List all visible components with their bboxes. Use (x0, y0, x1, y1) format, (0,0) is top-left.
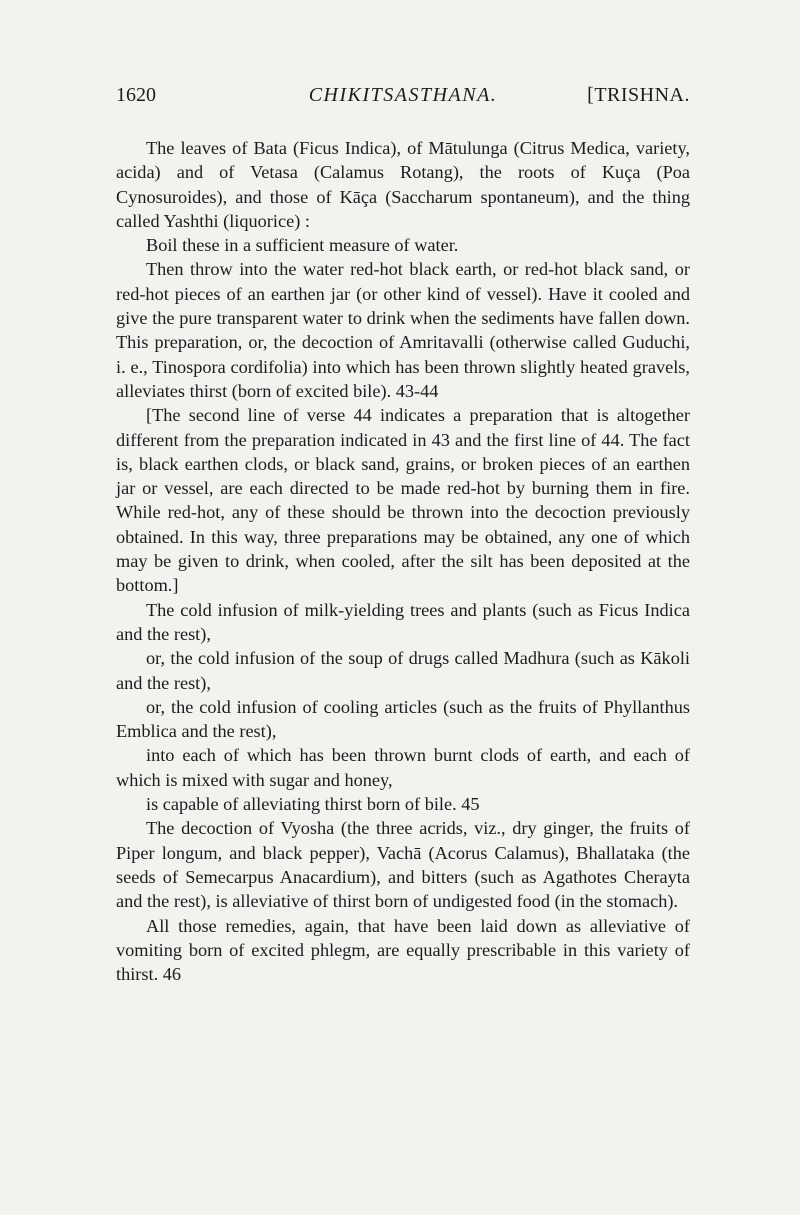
paragraph: or, the cold infusion of cooling articles (such as the fruits of Phyllanthus Emblica and the rest), (116, 696, 690, 742)
paragraph: Boil these in a sufficient measure of water. (146, 235, 459, 256)
body-text (116, 136, 690, 986)
paragraph: The decoction of Vyosha (the three acrids, viz., dry ginger, the fruits of Piper longum, and black pepper), Vachā (Acorus Calamus), Bhallataka (the seeds of Semecarpus Anacardium), and bitters (such as Agathotes Cherayta and the rest), is alleviative of thirst born of undigested food (in the stomach). (116, 818, 690, 912)
page-number: 1620 (116, 84, 156, 106)
paragraph: or, the cold infusion of the soup of drugs called Madhura (such as Kākoli and the rest), (116, 648, 690, 693)
section-name: [TRISHNA. (587, 84, 690, 106)
paragraph: Then throw into the water red-hot black earth, or red-hot black sand, or red-hot pieces of an earthen jar (or other kind of vessel). Have it cooled and give the pure transparent water to drink when the sediments have fallen down. This preparation, or, the decoction of Amritavalli (otherwise called Guduchi, i. e., Tinospora cordifolia) into which has been thrown slightly heated gravels, alleviates thirst (born of excited bile). 43-44 (116, 259, 690, 401)
paragraph: All those remedies, again, that have been laid down as alleviative of vomiting born of excited phlegm, are equally prescribable in this variety of thirst. 46 (116, 915, 690, 985)
paragraph: The cold infusion of milk-yielding trees and plants (such as Ficus Indica and the rest), (116, 599, 690, 644)
paragraph: into each of which has been thrown burnt clods of earth, and each of which is mixed with sugar and honey, (116, 745, 690, 790)
paragraph: [The second line of verse 44 indicates a preparation that is altogether different from the preparation indicated in 43 and the first line of 44. The fact is, black earthen clods, or black sand, grains, or broken pieces of an earthen jar or vessel, are each directed to be made red-hot by burning them in fire. While red-hot, any of these should be thrown into the decoction previously obtained. In this way, three preparations may be obtained, any one of which may be given to drink, when cooled, after the silt has been deposited at the bottom.] (116, 405, 690, 596)
paragraph: The leaves of Bata (Ficus Indica), of Mātulunga (Citrus Medica, variety, acida) and of Vetasa (Calamus Rotang), the roots of Kuça (Poa Cynosuroides), and those of Kāça (Saccharum spontaneum), and the thing called Yashthi (liquorice) : (116, 138, 690, 231)
paragraph: is capable of alleviating thirst born of bile. 45 (146, 794, 480, 815)
page-title: CHIKITSASTHANA. (308, 84, 498, 106)
